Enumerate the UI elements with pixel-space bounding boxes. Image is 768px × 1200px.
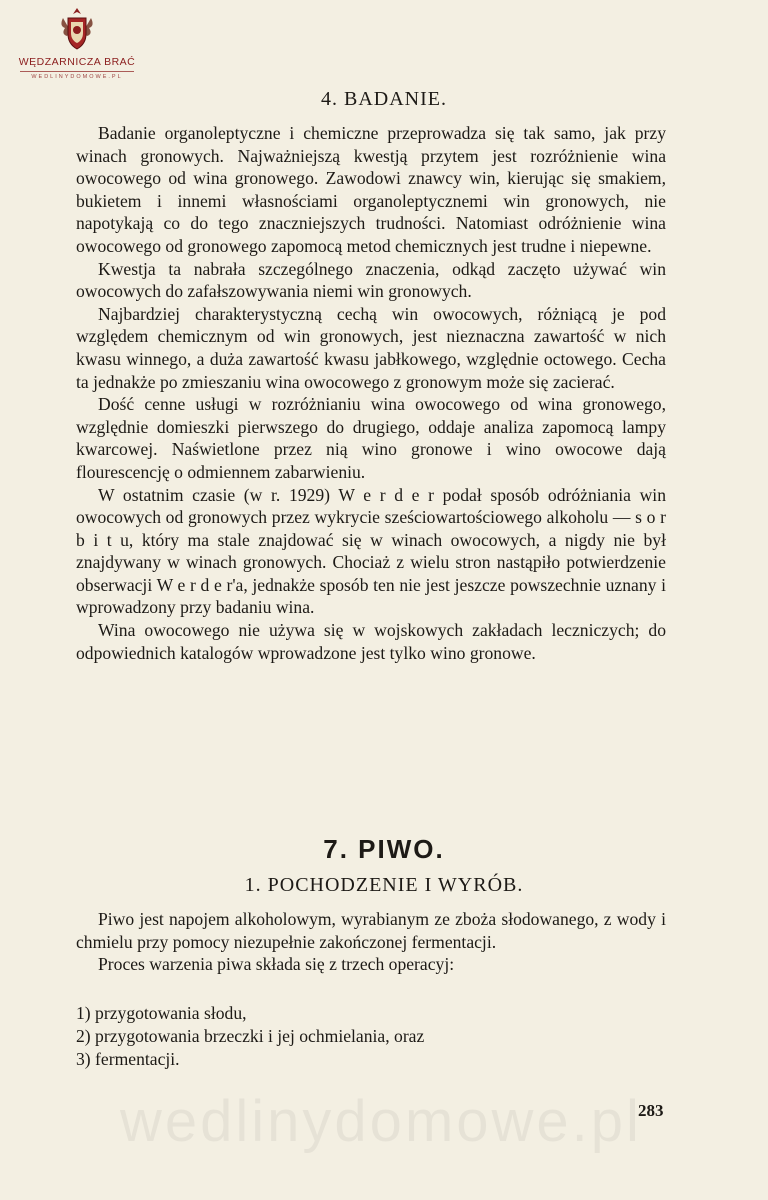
- paragraph: Kwestja ta nabrała szczególnego znaczenia, odkąd zaczęto używać win owocowych do zafałszowywania niemi win gronowych.: [76, 258, 666, 302]
- paragraph: Wina owocowego nie używa się w wojskowych zakładach leczniczych; do odpowiednich katalogów wprowadzone jest tylko wino gronowe.: [76, 620, 666, 663]
- paragraph: Najbardziej charakterystyczną cechą win owocowych, różniącą je pod względem chemicznym od win gronowych, jest nieznaczna zawartość w nich kwasu winnego, a duża zawartość kwasu jabłkowego, względnie octowego. Cecha ta jednakże po zmieszaniu wina owocowego z gronowym może się zacierać.: [76, 303, 666, 392]
- list-item: 1) przygotowania słodu,: [76, 1003, 247, 1023]
- list-item: 3) fermentacji.: [76, 1049, 180, 1069]
- page-number: 283: [638, 1101, 664, 1120]
- logo-url: WEDLINYDOMOWE.PL: [31, 74, 123, 80]
- paragraph: Proces warzenia piwa składa się z trzech operacyj:: [98, 954, 455, 975]
- site-logo[interactable]: [14, 6, 140, 80]
- paragraph: W ostatnim czasie (w r. 1929) W e r d e r podał sposób odróżniania win owocowych od gronowych przez wykrycie sześciowartościowego alkoholu — s o r b i t u, który ma stale znajdować się w winach owocowych, a nigdy nie był znajdywany w winach gronowych. Chociaż z wielu stron nastąpiło potwierdzenie obserwacji W e r d e r'a, jednakże sposób ten nie jest jeszcze powszechnie uznany i wprowadzony przy badaniu wina.: [76, 484, 666, 618]
- section-body-badanie: [76, 122, 666, 664]
- process-steps-list: [76, 1002, 666, 1071]
- section-heading-pochodzenie: 1. POCHODZENIE I WYRÓB.: [244, 874, 524, 896]
- logo-divider: [20, 71, 134, 72]
- paragraph: Dość cenne usługi w rozróżnianiu wina owocowego od wina gronowego, względnie domieszki pierwszego do drugiego, oddaje analiza zapomocą lampy kwarcowej. Naświetlone przez nią wino gronowe i wino owocowe dają flourescencję o odmiennem zabarwieniu.: [76, 394, 666, 482]
- section-body-pochodzenie: [76, 908, 666, 976]
- watermark: wedlinydomowe.pl: [120, 1089, 642, 1154]
- paragraph: Piwo jest napojem alkoholowym, wyrabianym ze zboża słodowanego, z wody i chmielu przy pomocy niezupełnie zakończonej fermentacji.: [76, 909, 666, 952]
- chapter-title: 7. PIWO.: [323, 834, 445, 864]
- section-heading-badanie: 4. BADANIE.: [321, 88, 447, 110]
- list-item: 2) przygotowania brzeczki i jej ochmielania, oraz: [76, 1026, 425, 1046]
- logo-name: WĘDZARNICZA BRAĆ: [18, 56, 136, 68]
- paragraph: Badanie organoleptyczne i chemiczne przeprowadza się tak samo, jak przy winach gronowych. Najważniejszą kwestją przytem jest rozróżnienie wina owocowego od wina gronowego. Zawodowi znawcy win, kierując się smakiem, bukietem i innemi własnościami organoleptycznemi win gronowych, nie napotykają co do tego znaczniejszych trudności. Natomiast odróżnienie wina owocowego od gronowego zapomocą metod chemicznych jest trudne i niepewne.: [76, 123, 666, 256]
- coat-of-arms-icon: [57, 6, 97, 52]
